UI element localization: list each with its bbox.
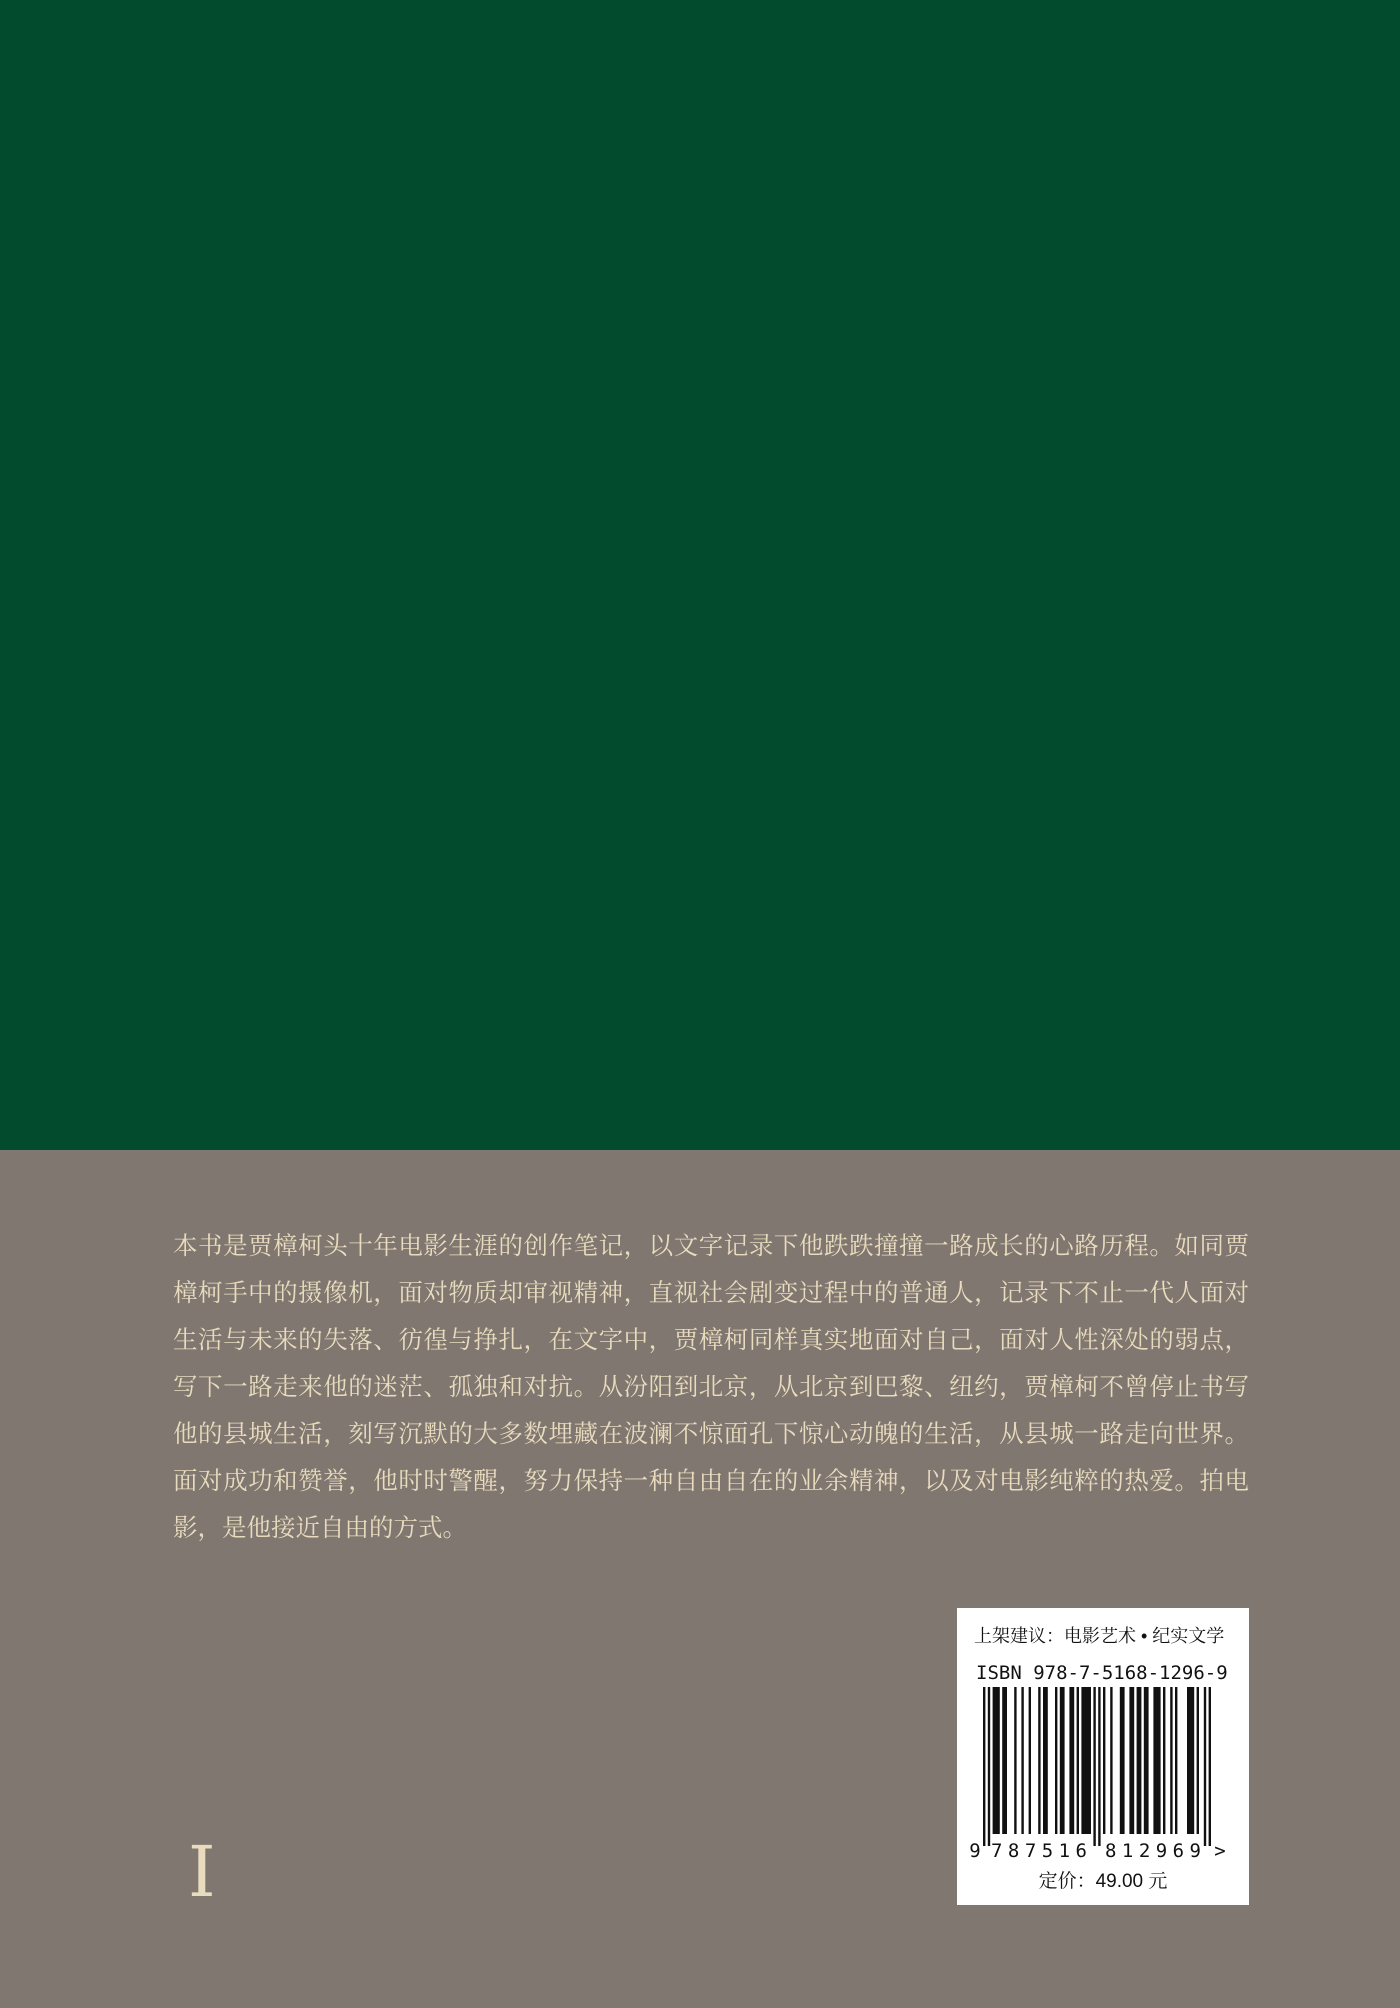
barcode-bar bbox=[1170, 1687, 1172, 1834]
ean13-barcode bbox=[957, 1608, 1249, 1905]
barcode-bar bbox=[1110, 1687, 1112, 1834]
barcode-bar bbox=[1103, 1687, 1105, 1834]
barcode-bar bbox=[1144, 1687, 1149, 1834]
blurb-line: 影，是他接近自由的方式。 bbox=[173, 1513, 467, 1542]
volume-numeral: I bbox=[188, 1831, 216, 1913]
barcode-bar bbox=[1129, 1687, 1134, 1834]
barcode-guard-bar bbox=[1209, 1687, 1211, 1846]
barcode-guard-bar bbox=[988, 1687, 990, 1846]
isbn-text: ISBN 978-7-5168-1296-9 bbox=[976, 1662, 1228, 1684]
barcode-bar bbox=[1014, 1687, 1016, 1834]
price: 定价：49.00 元 bbox=[1038, 1871, 1168, 1892]
barcode-bar bbox=[1055, 1687, 1057, 1834]
blurb-line: 他的县城生活，刻写沉默的大多数埋藏在波澜不惊面孔下惊心动魄的生活，从县城一路走向世界。 bbox=[173, 1419, 1249, 1448]
barcode-bar bbox=[1120, 1687, 1125, 1834]
blurb-line: 樟柯手中的摄像机，面对物质却审视精神，直视社会剧变过程中的普通人，记录下不止一代人面对 bbox=[173, 1278, 1249, 1307]
barcode-bar bbox=[1175, 1687, 1177, 1834]
barcode-guard-bar bbox=[983, 1687, 985, 1846]
barcode-bar bbox=[1081, 1687, 1091, 1834]
barcode-bar bbox=[1187, 1687, 1194, 1834]
shelf-suggestion: 上架建议：电影艺术 • 纪实文学 bbox=[974, 1626, 1225, 1646]
barcode-guard-bar bbox=[1098, 1687, 1100, 1846]
blurb-line: 面对成功和赞誉，他时时警醒，努力保持一种自由自在的业余精神，以及对电影纯粹的热爱。拍电 bbox=[173, 1466, 1249, 1495]
barcode-bar bbox=[1060, 1687, 1065, 1834]
barcode-quiet-zone-mark: > bbox=[1214, 1840, 1226, 1862]
barcode-label bbox=[957, 1608, 1249, 1905]
cover-gray-panel bbox=[0, 1150, 1400, 2008]
blurb-paragraph bbox=[173, 1222, 1249, 1551]
barcode-left-digits: 787516 bbox=[991, 1840, 1087, 1862]
blurb-line: 写下一路走来他的迷茫、孤独和对抗。从汾阳到北京，从北京到巴黎、纽约，贾樟柯不曾停止书写 bbox=[173, 1372, 1249, 1401]
barcode-bar bbox=[1029, 1687, 1031, 1834]
blurb-line: 生活与未来的失落、彷徨与挣扎，在文字中，贾樟柯同样真实地面对自己，面对人性深处的弱点， bbox=[173, 1325, 1249, 1354]
barcode-bar bbox=[993, 1687, 1000, 1834]
barcode-bar bbox=[1069, 1687, 1074, 1834]
barcode-guard-bar bbox=[1204, 1687, 1206, 1846]
barcode-bar bbox=[1038, 1687, 1040, 1834]
barcode-bar bbox=[1163, 1687, 1165, 1834]
barcode-bar bbox=[1137, 1687, 1142, 1834]
barcode-bar bbox=[1197, 1687, 1199, 1834]
blurb-line: 本书是贾樟柯头十年电影生涯的创作笔记，以文字记录下他跌跌撞撞一路成长的心路历程。如同贾 bbox=[173, 1231, 1249, 1260]
barcode-right-digits: 812969 bbox=[1105, 1840, 1201, 1862]
barcode-bar bbox=[1043, 1687, 1048, 1834]
barcode-guard-bar bbox=[1093, 1687, 1095, 1846]
barcode-bar bbox=[1077, 1687, 1079, 1834]
barcode-bar bbox=[1153, 1687, 1160, 1834]
barcode-bars bbox=[983, 1687, 1211, 1846]
barcode-bar bbox=[1021, 1687, 1023, 1834]
barcode-bar bbox=[1002, 1687, 1007, 1834]
barcode-first-digit: 9 bbox=[969, 1840, 981, 1862]
